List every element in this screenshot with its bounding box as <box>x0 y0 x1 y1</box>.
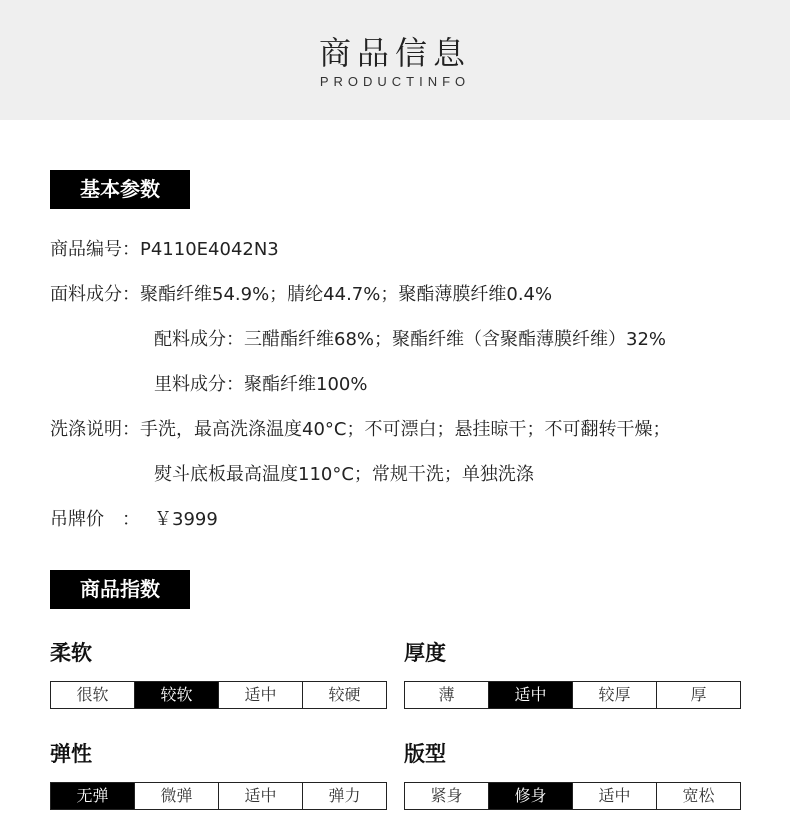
elasticity-option-selected: 无弹 <box>51 783 134 809</box>
elasticity-option: 微弹 <box>134 783 218 809</box>
softness-scale <box>50 681 387 709</box>
lining-row: 里料成分：聚酯纤维100% <box>154 374 368 395</box>
fit-option-selected: 修身 <box>488 783 572 809</box>
page-title: 商品信息 <box>318 34 471 72</box>
product-index-tag: 商品指数 <box>50 570 190 609</box>
thickness-option-selected: 适中 <box>488 682 572 708</box>
fit-option: 适中 <box>572 783 656 809</box>
elasticity-option: 适中 <box>218 783 302 809</box>
fit-option: 紧身 <box>430 786 463 805</box>
thickness-option: 较厚 <box>572 682 656 708</box>
thickness-scale <box>404 681 741 709</box>
trim-row: 配料成分：三醋酯纤维68%；聚酯纤维（含聚酯薄膜纤维）32% <box>154 329 667 350</box>
price-value: ￥3999 <box>154 509 218 530</box>
softness-option-selected: 较软 <box>134 682 218 708</box>
thickness-option: 厚 <box>656 682 740 708</box>
page-header <box>0 0 790 120</box>
softness-option: 很软 <box>76 685 109 704</box>
softness-option: 适中 <box>218 682 302 708</box>
softness-title: 柔软 <box>50 641 92 665</box>
fit-option: 宽松 <box>656 783 740 809</box>
elasticity-scale <box>50 782 387 810</box>
softness-option: 较硬 <box>302 682 386 708</box>
fabric-label: 面料成分： <box>50 284 140 305</box>
basic-params-tag: 基本参数 <box>50 170 190 209</box>
wash-line-2: 熨斗底板最高温度110°C；常规干洗；单独洗涤 <box>154 464 534 485</box>
fabric-row <box>50 283 552 307</box>
thickness-option: 薄 <box>438 685 455 704</box>
price-row <box>50 508 218 532</box>
wash-line-1: 手洗，最高洗涤温度40°C；不可漂白；悬挂晾干；不可翻转干燥； <box>140 419 671 440</box>
fit-title: 版型 <box>404 742 446 766</box>
price-label: 吊牌价 ： <box>50 509 140 530</box>
elasticity-title: 弹性 <box>50 742 92 766</box>
wash-row <box>50 418 670 442</box>
page-subtitle: PRODUCTINFO <box>319 74 471 89</box>
fit-scale <box>404 782 741 810</box>
product-code-row <box>50 238 279 262</box>
product-code-label: 商品编号： <box>50 239 140 260</box>
product-code-value: P4110E4042N3 <box>140 239 279 260</box>
elasticity-option: 弹力 <box>302 783 386 809</box>
wash-label: 洗涤说明： <box>50 419 140 440</box>
fabric-value: 聚酯纤维54.9%；腈纶44.7%；聚酯薄膜纤维0.4% <box>140 284 553 305</box>
thickness-title: 厚度 <box>404 641 446 665</box>
